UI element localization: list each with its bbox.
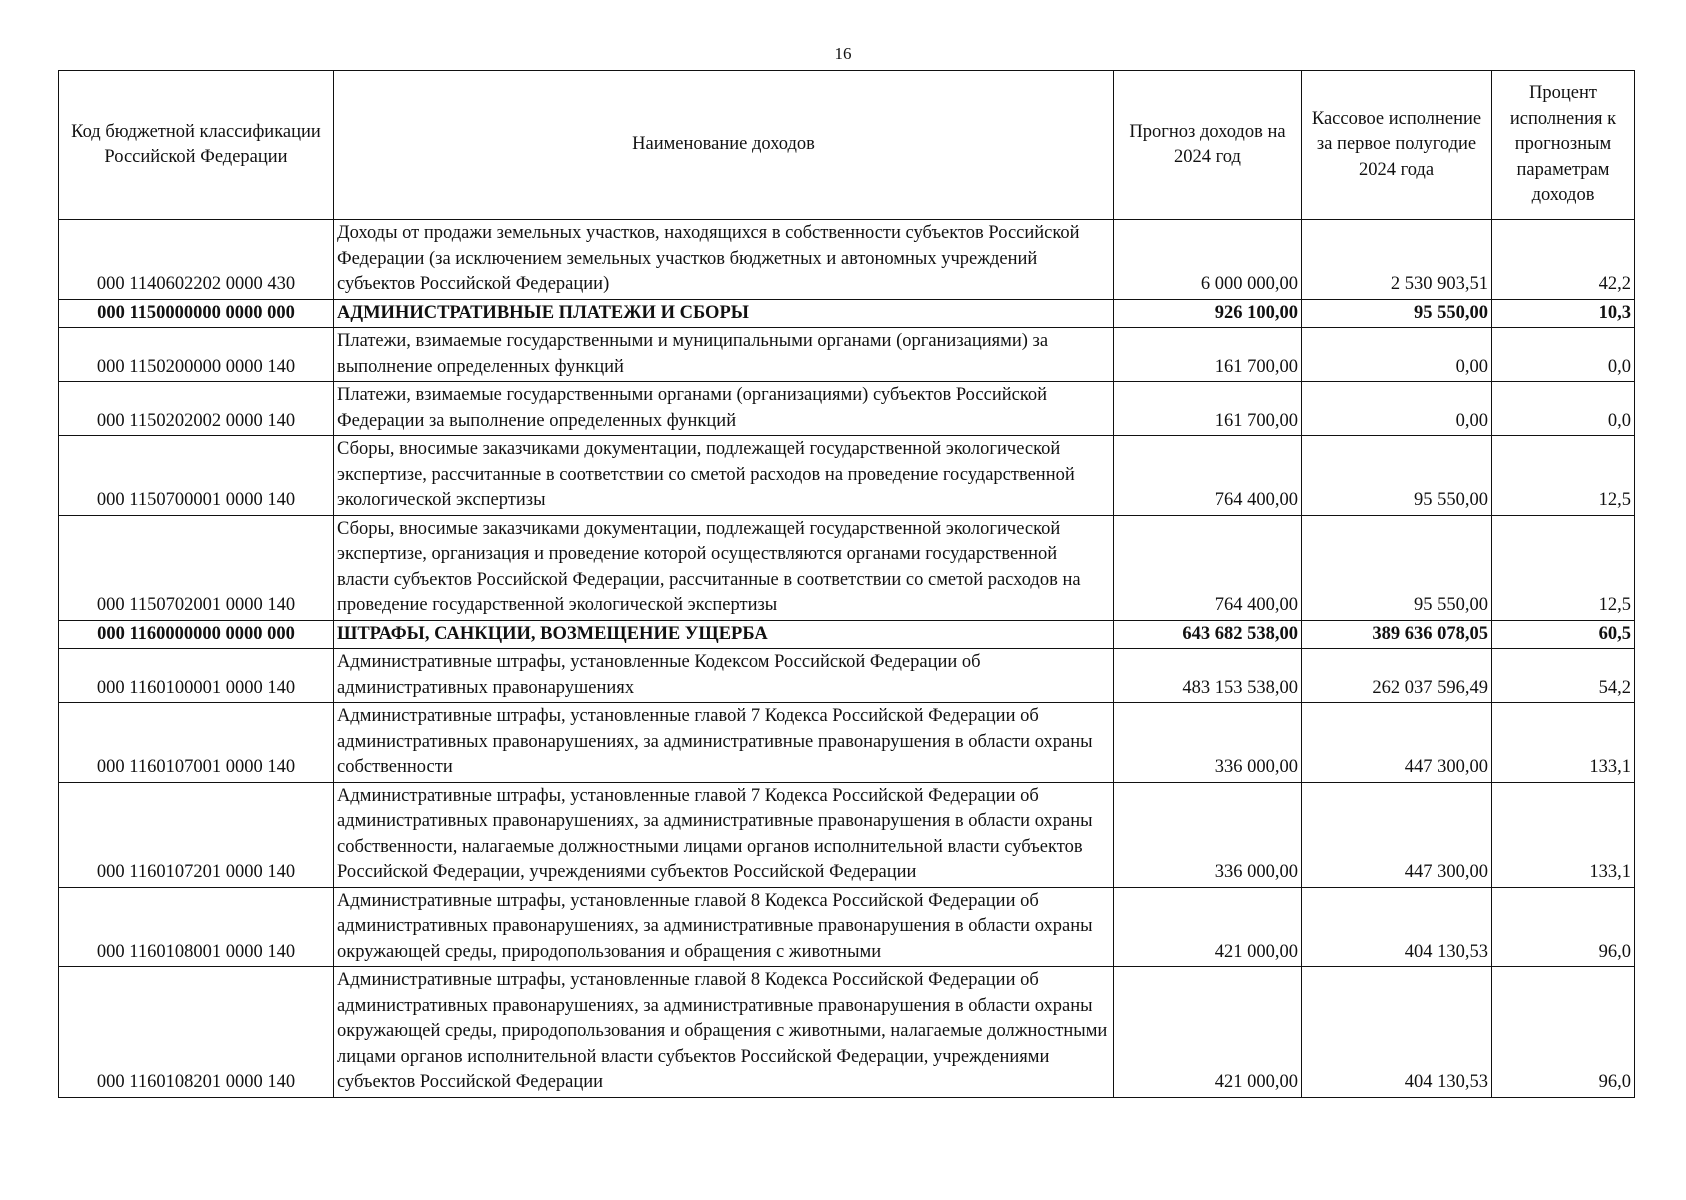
row-execution: 95 550,00 [1302, 436, 1492, 516]
row-percent: 12,5 [1492, 436, 1635, 516]
row-execution: 2 530 903,51 [1302, 220, 1492, 300]
row-code: 000 1160100001 0000 140 [59, 649, 334, 703]
row-name: Платежи, взимаемые государственными и муниципальными органами (организациями) за выполнение определенных функций [334, 328, 1114, 382]
row-percent: 60,5 [1492, 620, 1635, 649]
row-execution: 404 130,53 [1302, 887, 1492, 967]
row-forecast: 483 153 538,00 [1114, 649, 1302, 703]
row-code: 000 1160000000 0000 000 [59, 620, 334, 649]
row-forecast: 926 100,00 [1114, 299, 1302, 328]
header-execution: Кассовое исполнение за первое полугодие 2024 года [1302, 71, 1492, 220]
header-percent: Процент исполнения к прогнозным параметрам доходов [1492, 71, 1635, 220]
header-forecast: Прогноз доходов на 2024 год [1114, 71, 1302, 220]
table-row [59, 220, 1635, 300]
table-row [59, 649, 1635, 703]
row-code: 000 1160108201 0000 140 [59, 967, 334, 1098]
row-name: Платежи, взимаемые государственными органами (организациями) субъектов Российской Федерации за выполнение определенных функций [334, 382, 1114, 436]
table-header-row [59, 71, 1635, 220]
row-code: 000 1150202002 0000 140 [59, 382, 334, 436]
row-forecast: 6 000 000,00 [1114, 220, 1302, 300]
row-name: Административные штрафы, установленные главой 8 Кодекса Российской Федерации об административных правонарушениях, за административные правонарушения в области охраны окружающей среды, природопользования и обращения с животными, налагаемые должностными лицами органов исполнительной власти субъектов Российской Федерации, учреждениями субъектов Российской Федерации [334, 967, 1114, 1098]
row-percent: 96,0 [1492, 887, 1635, 967]
row-name: Административные штрафы, установленные главой 8 Кодекса Российской Федерации об административных правонарушениях, за административные правонарушения в области охраны окружающей среды, природопользования и обращения с животными [334, 887, 1114, 967]
table-row-section [59, 299, 1635, 328]
row-forecast: 643 682 538,00 [1114, 620, 1302, 649]
row-forecast: 336 000,00 [1114, 703, 1302, 783]
row-name: Административные штрафы, установленные Кодексом Российской Федерации об административных правонарушениях [334, 649, 1114, 703]
revenue-table [58, 70, 1635, 1098]
row-code: 000 1150200000 0000 140 [59, 328, 334, 382]
row-execution: 0,00 [1302, 328, 1492, 382]
row-execution: 389 636 078,05 [1302, 620, 1492, 649]
row-percent: 133,1 [1492, 703, 1635, 783]
row-forecast: 764 400,00 [1114, 515, 1302, 620]
row-percent: 42,2 [1492, 220, 1635, 300]
row-execution: 447 300,00 [1302, 782, 1492, 887]
row-name: ШТРАФЫ, САНКЦИИ, ВОЗМЕЩЕНИЕ УЩЕРБА [334, 620, 1114, 649]
header-code: Код бюджетной классификации Российской Федерации [59, 71, 334, 220]
row-percent: 0,0 [1492, 328, 1635, 382]
table-row-section [59, 620, 1635, 649]
table-row [59, 382, 1635, 436]
row-percent: 133,1 [1492, 782, 1635, 887]
table-row [59, 515, 1635, 620]
row-execution: 95 550,00 [1302, 299, 1492, 328]
row-percent: 10,3 [1492, 299, 1635, 328]
row-forecast: 161 700,00 [1114, 328, 1302, 382]
row-name: Административные штрафы, установленные главой 7 Кодекса Российской Федерации об административных правонарушениях, за административные правонарушения в области охраны собственности, налагаемые должностными лицами органов исполнительной власти субъектов Российской Федерации, учреждениями субъектов Российской Федерации [334, 782, 1114, 887]
row-code: 000 1150702001 0000 140 [59, 515, 334, 620]
row-forecast: 764 400,00 [1114, 436, 1302, 516]
row-name: Сборы, вносимые заказчиками документации, подлежащей государственной экологической экспертизе, рассчитанные в соответствии со сметой расходов на проведение государственной экологической экспертизы [334, 436, 1114, 516]
row-forecast: 421 000,00 [1114, 967, 1302, 1098]
row-forecast: 336 000,00 [1114, 782, 1302, 887]
row-code: 000 1160107201 0000 140 [59, 782, 334, 887]
table-row [59, 328, 1635, 382]
row-forecast: 161 700,00 [1114, 382, 1302, 436]
row-execution: 95 550,00 [1302, 515, 1492, 620]
table-row [59, 436, 1635, 516]
row-execution: 0,00 [1302, 382, 1492, 436]
row-percent: 0,0 [1492, 382, 1635, 436]
row-name: Сборы, вносимые заказчиками документации, подлежащей государственной экологической экспертизе, организация и проведение которой осуществляются органами государственной власти субъектов Российской Федерации, рассчитанные в соответствии со сметой расходов на проведение государственной экологической экспертизы [334, 515, 1114, 620]
row-percent: 12,5 [1492, 515, 1635, 620]
page-number: 16 [834, 44, 852, 63]
table-row [59, 782, 1635, 887]
row-code: 000 1160107001 0000 140 [59, 703, 334, 783]
row-execution: 447 300,00 [1302, 703, 1492, 783]
table-row [59, 967, 1635, 1098]
row-forecast: 421 000,00 [1114, 887, 1302, 967]
table-row [59, 887, 1635, 967]
row-code: 000 1150000000 0000 000 [59, 299, 334, 328]
row-execution: 404 130,53 [1302, 967, 1492, 1098]
row-percent: 96,0 [1492, 967, 1635, 1098]
row-code: 000 1160108001 0000 140 [59, 887, 334, 967]
row-name: АДМИНИСТРАТИВНЫЕ ПЛАТЕЖИ И СБОРЫ [334, 299, 1114, 328]
row-percent: 54,2 [1492, 649, 1635, 703]
table-row [59, 703, 1635, 783]
header-name: Наименование доходов [334, 71, 1114, 220]
row-code: 000 1150700001 0000 140 [59, 436, 334, 516]
row-code: 000 1140602202 0000 430 [59, 220, 334, 300]
row-execution: 262 037 596,49 [1302, 649, 1492, 703]
row-name: Административные штрафы, установленные главой 7 Кодекса Российской Федерации об административных правонарушениях, за административные правонарушения в области охраны собственности [334, 703, 1114, 783]
row-name: Доходы от продажи земельных участков, находящихся в собственности субъектов Российской Федерации (за исключением земельных участков бюджетных и автономных учреждений субъектов Российской Федерации) [334, 220, 1114, 300]
